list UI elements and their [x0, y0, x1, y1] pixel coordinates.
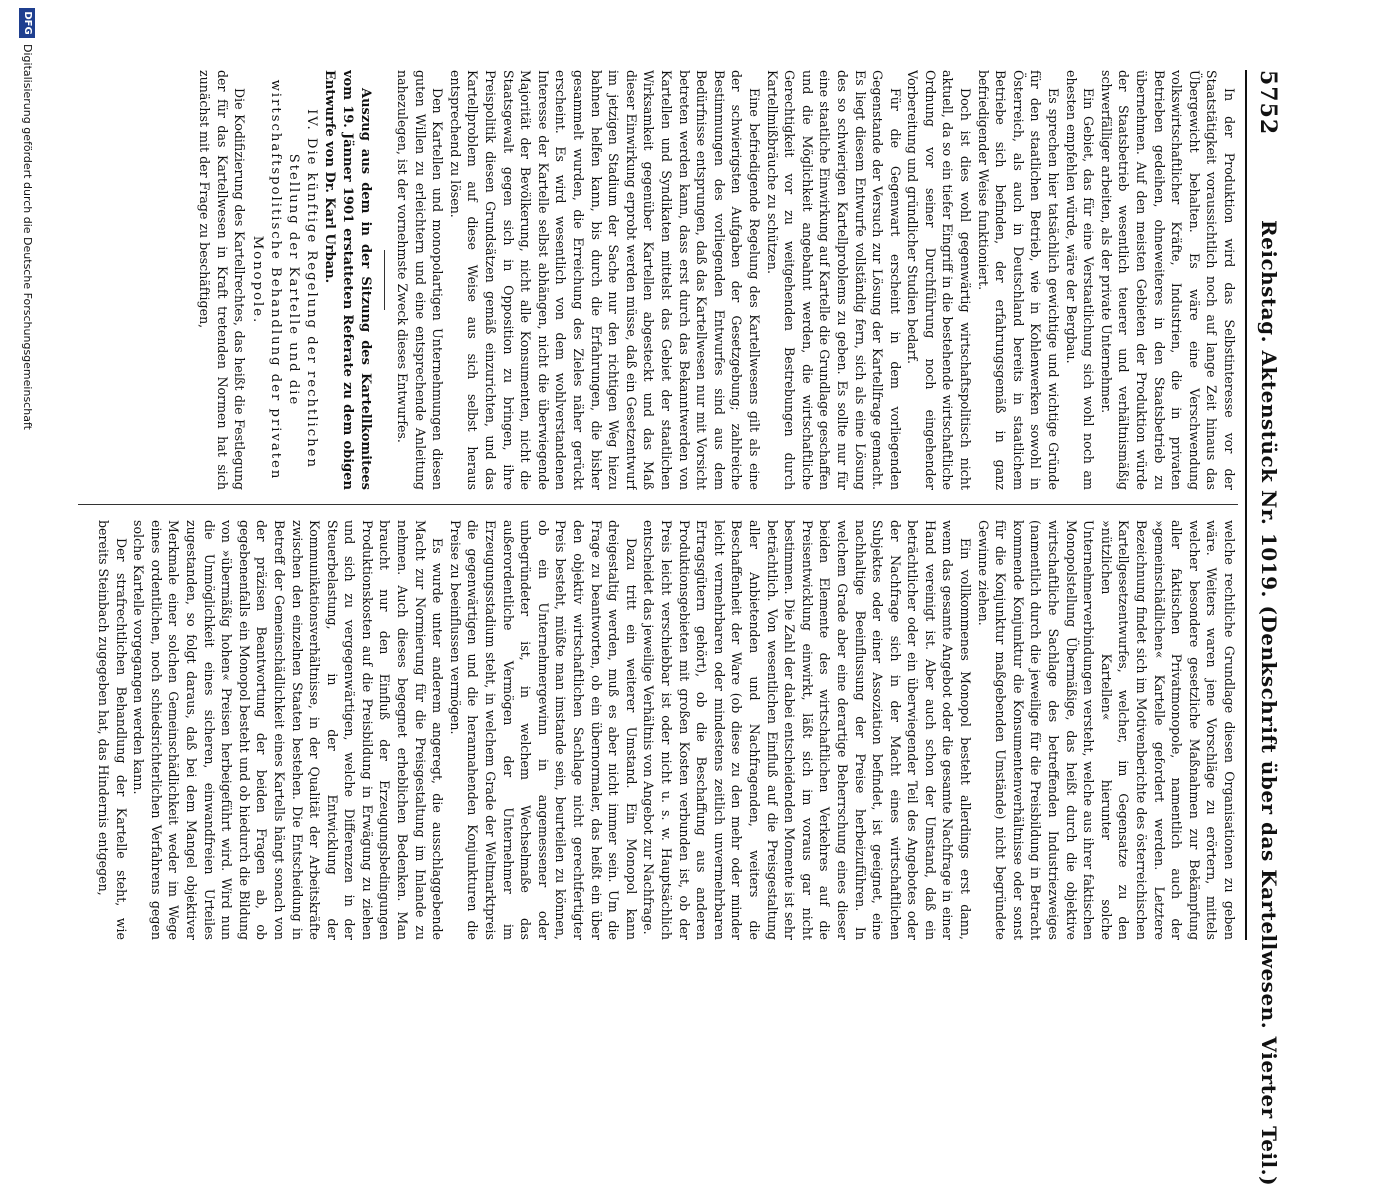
paragraph: Ein vollkommenes Monopol besteht allerdings erst dann, wenn das gesamte Angebot oder die gesamte Nachfrage in einer Hand vereinigt ist. Aber auch schon der Umstand, daß ein beträchtlicher oder ein überwiegender Teil des Angebotes oder der Nachfrage sich in der Macht eines wirtschaftlichen Subjektes oder einer Assoziation befindet, ist geeignet, eine nachhaltige Beeinflussung der Preise herbeizuführen. In welchem Grade aber eine derartige Beherrschung eines dieser beiden Elemente des wirtschaftlichen Verkehres auf die Preisentwicklung einwirkt, läßt sich im voraus gar nicht bestimmen. Die Zahl der dabei entscheidenden Momente ist sehr beträchtlich. Von wesentlichen Einfluß auf die Preisgestaltung aller Anbietenden und Nachfragenden, weiters die Beschaffenheit der Ware (ob diese zu den mehr oder minder leicht vermehrbaren oder mindestens zeitlich unvermehrbaren Ertragsgütern gehört), ob die Beschaffung aus anderen Produktionsgebieten mit großen Kosten verbunden ist, ob der Preis leicht verschiebbar ist oder nicht u. s. w. Hauptsächlich entscheidet das jeweilige Verhältnis von Angebot zur Nachfrage. — [641, 520, 974, 940]
paragraph: In der Produktion wird das Selbstinteresse vor der Staatstätigkeit voraussichtlich noch auf lange Zeit hinaus das Übergewicht behalten. Es wäre eine Verschwendung volkswirtschaftlicher Kräfte, Industrien, die in privaten Betrieben gedeihen, ohneweiteres in den Staatsbetrieb zu übernehmen. Auf den meisten Gebieten der Produktion würde der Staatsbetrieb wesentlich teuerer und verhältnismäßig schwerfälliger arbeiten, als der private Unternehmer. — [1098, 70, 1237, 490]
right-column — [78, 520, 1238, 940]
page-header — [1245, 70, 1287, 1186]
paragraph: Ein Gebiet, das für eine Verstaatlichung sich wohl noch am ehesten empfehlen würde, wäre der Bergbau. — [1063, 70, 1097, 490]
paragraph: Der strafrechtlichen Behandlung der Kartelle steht, wie bereits Steinbach zugegeben hat, das Hindernis entgegen, — [96, 520, 129, 940]
paragraph: Es sprechen hier tatsächlich gewichtige und wichtige Gründe für den staatlichen Betrieb, wie in Kohlenwerken sowohl in Österreich, als auch in Deutschland bereits in staatlichem Betriebe sich befinden, der erfahrungsgemäß in ganz befriedigender Weise funktioniert. — [975, 70, 1062, 490]
section-heading: Auszug aus dem in der Sitzung des Kartellkomitees vom 19. Jänner 1901 erstatteten Referate zu dem obigen Entwurfe von Dr. Karl Urban. — [322, 70, 374, 490]
page-footer — [11, 0, 41, 1000]
section-divider — [385, 250, 386, 310]
running-title: Reichstag. Aktenstück Nr. 1019. (Denkschrift über das Kartellwesen. Vierter Teil.) — [1257, 220, 1281, 1186]
digitization-credit: Digitalisierung gefördert durch die Deutsche Forschungsgemeinschaft — [21, 44, 34, 430]
paragraph: Eine befriedigende Regelung des Kartellwesens gilt als eine der schwierigsten Aufgaben der Gesetzgebung; zahlreiche Bestimmungen des vorliegenden Entwurfes sind aus dem Bedürfnisse entsprungen, daß das Kartellwesen nur mit Vorsicht betreten werden kann, dass erst durch das Bekanntwerden von Kartellen und Syndikaten mittelst das Gebiet der staatlichen Wirksamkeit gegenüber Kartellen abgesteckt und das Maß dieser Einwirkung erprobt werden müsse, daß ein Gesetzentwurf im jetzigen Stadium der Sache nur den richtigen Weg hiezu bahnen helfen kann, bis durch die Erfahrungen, die bisher gesammelt wurden, die Erreichung des Zieles näher gerückt erscheint. Es wird wesentlich von dem wohlverstandenen Interesse der Kartelle selbst abhängen, nicht die überwiegende Majorität der Bevölkerung, nicht alle Konsumenten, nicht die Staatsgewalt gegen sich in Opposition zu bringen, ihre Preispolitik diesen Grundsätzen gemäß einzurichten, und das Kartellproblem auf diese Weise aus sich selbst heraus entsprechend zu lösen. — [447, 70, 762, 490]
dfg-logo: DFG — [19, 8, 35, 38]
paragraph: Doch ist dies wohl gegenwärtig wirtschaftspolitisch nicht aktuell, da so ein tiefer Eingriff in die bestehende wirtschaftliche Ordnung vor seiner Durchführung noch eingehender Vorbereitung und gründlicher Studien bedarf. — [905, 70, 974, 490]
paragraph: Es wurde unter anderem angeregt, die ausschlaggebende Macht zur Normierung für die Preisgestaltung im Inlande zu nehmen. Auch dieses begegnet erheblichen Bedenken. Man braucht nur den Einfluß der Erzeugungsbedingungen Produktionskosten auf die Preisbildung in Erwägung zu ziehen und sich zu vergegenwärtigen, welche Differenzen in der Steuerbelastung, in der Entwicklung der Kommunikationsverhältnisse, in der Qualität der Arbeitskräfte zwischen den einzelnen Staaten bestehen. Die Entscheidung in Betreff der Gemeinschädlichkeit eines Kartells hängt sonach von der präzisen Beantwortung der beiden Fragen ab, ob gegebenenfalls ein Monopol besteht und ob hiedurch die Bildung von »übermäßig hohen« Preisen herbeigeführt wird. Wird nun die Unmöglichkeit eines sicheren, einwandfreien Urteiles zugestanden, so folgt daraus, daß bei dem Mangel objektiver Merkmale einer solchen Gemeinschädlichkeit weder im Wege eines ordentlichen, noch schiedsrichterlichen Verfahrens gegen solche Kartelle vorgegangen werden kann. — [131, 520, 446, 940]
left-column — [78, 70, 1238, 490]
page-number: 5752 — [1255, 70, 1281, 136]
paragraph: Dazu tritt ein weiterer Umstand. Ein Monopol kann dreigestaltig werden, muß es aber nicht immer sein. Um die Frage zu beantworten, ob ein übernormaler, das heißt ein über den objektiv wirtschaftlichen Sachlage nicht gerechtfertigter Preis besteht, müßte man imstande sein, beurteilen zu können, ob ein Unternehmergewinn in angemessener oder unbegründeter ist, in welchem Wechselmaße das außerordentliche Vermögen der Unternehmer im Erzeugungsstadium steht, in welchem Grade der Weltmarktpreis die gegenwärtigen und die herannahenden Konjunkturen die Preise zu beeinflussen vermögen. — [447, 520, 639, 940]
column-divider — [78, 504, 1238, 505]
text-columns — [78, 70, 1238, 940]
paragraph: Die Kodifizierung des Kartellrechtes, das heißt die Festlegung der für das Kartellwesen in Kraft tretenden Normen hat sich zunächst mit der Frage zu beschäftigen, — [197, 70, 248, 490]
paragraph: Den Kartellen und monopolartigen Unternehmungen diesen guten Willen zu erleichtern und eine entsprechende Anleitung nahezulegen, ist der vornehmste Zweck dieses Entwurfes. — [395, 70, 446, 490]
paragraph: welche rechtliche Grundlage diesen Organisationen zu geben wäre. Weiters waren jene Vorschläge zu erörtern, mittels welcher besondere gesetzliche Maßnahmen zur Bekämpfung aller faktischen Privatmonopole, namentlich auch der »gemeinschädlichen« Kartelle gefordert werden. Letztere Bezeichnung findet sich im Motivenberichte des österreichischen Kartellgesetzentwurfes, welcher, im Gegensatze zu den »nützlichen Kartellen« hierunter solche Unternehmerverbindungen versteht, welche aus ihrer faktischen Monopolstellung Übermäßige, das heißt durch die objektive wirtschaftliche Sachlage des betreffenden Industriezweiges (namentlich durch die jeweilige für die Preisbildung in Betracht kommende Konjunktur die Konsumentenverhältnisse oder sonst für die Konjunktur maßgebenden Umstände) nicht begründete Gewinne ziehen. — [975, 520, 1237, 940]
paragraph: Für die Gegenwart erscheint in dem vorliegenden Gegenstande der Versuch zur Lösung der Kartellfrage gemacht. Es liegt diesem Entwurfe vollständig fern, sich als eine Lösung des so schwierigen Kartellproblems zu geben. Es sollte nur für eine staatliche Einwirkung auf Kartelle die Grundlage geschaffen und die Möglichkeit angebahnt werden, die wirtschaftliche Gerechtigkeit vor zu weitgehenden Bestrebungen durch Kartellmißbräuche zu schützen. — [764, 70, 903, 490]
section-subheading: IV. Die künftige Regelung der rechtlichen Stellung der Kartelle und die wirtschaftspolitische Behandlung der privaten Monopole. — [250, 79, 320, 481]
